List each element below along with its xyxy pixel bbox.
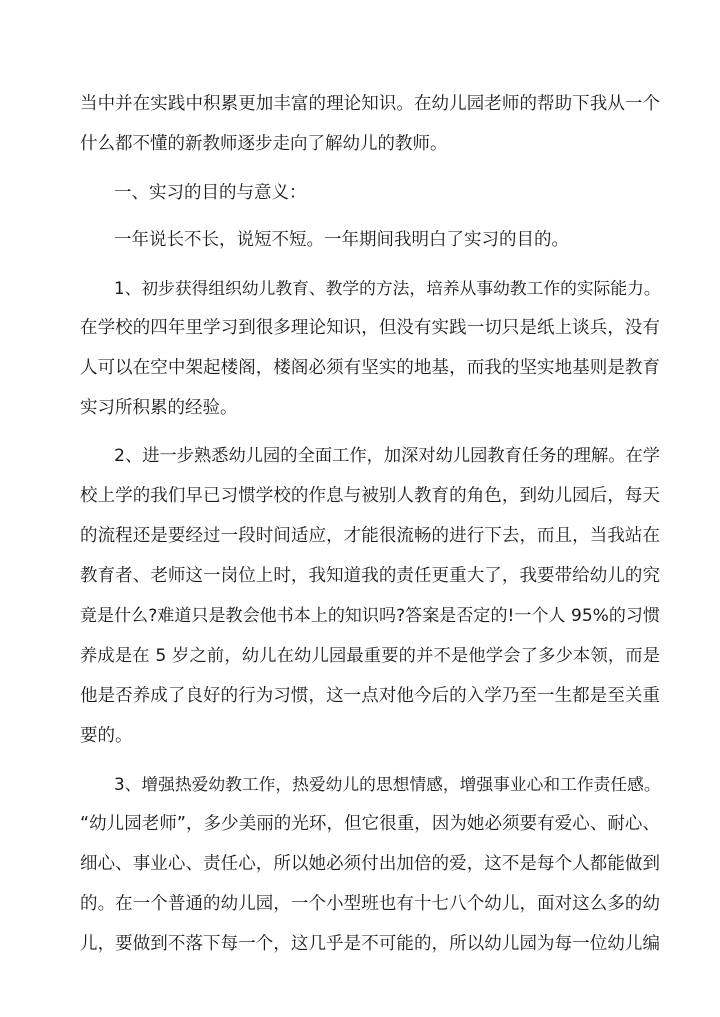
text-line: 校上学的我们早已习惯学校的作息与被别人教育的角色，到幼儿园后，每天 [80,486,660,506]
text-line: “幼儿园老师”，多少美丽的光环，但它很重，因为她必须要有爱心、耐心、 [80,814,660,834]
text-line: 儿，要做到不落下每一个，这几乎是不可能的，所以幼儿园为每一位幼儿编 [80,934,660,954]
text-line: 1、初步获得组织幼儿教育、教学的方法，培养从事幼教工作的实际能力。 [114,278,661,298]
text-line: 的。在一个普通的幼儿园，一个小型班也有十七八个幼儿，面对这么多的幼 [80,894,660,914]
text-line: 什么都不懂的新教师逐步走向了解幼儿的教师。 [80,134,448,154]
text-line: 在学校的四年里学习到很多理论知识，但没有实践一切只是纸上谈兵，没有 [80,318,660,338]
text-line: 3、增强热爱幼教工作，热爱幼儿的思想情感，增强事业心和工作责任感。 [114,774,661,794]
text-line: 教育者、老师这一岗位上时，我知道我的责任更重大了，我要带给幼儿的究 [80,566,660,586]
text-line: 要的。 [80,726,133,746]
text-line: 人可以在空中架起楼阁，楼阁必须有坚实的地基，而我的坚实地基则是教育 [80,358,660,378]
section-heading: 一、实习的目的与意义： [114,183,307,203]
text-line: 一年说长不长，说短不短。一年期间我明白了实习的目的。 [114,230,569,250]
text-line: 养成是在 5 岁之前，幼儿在幼儿园最重要的并不是他学会了多少本领，而是 [80,646,660,666]
text-line: 细心、事业心、责任心，所以她必须付出加倍的爱，这不是每个人都能做到 [80,854,660,874]
text-line: 2、进一步熟悉幼儿园的全面工作，加深对幼儿园教育任务的理解。在学 [114,446,660,466]
text-line: 竟是什么?难道只是教会他书本上的知识吗?答案是否定的!一个人 95%的习惯 [80,606,660,626]
text-line: 当中并在实践中积累更加丰富的理论知识。在幼儿园老师的帮助下我从一个 [80,94,660,114]
text-line: 实习所积累的经验。 [80,398,238,418]
text-line: 的流程还是要经过一段时间适应，才能很流畅的进行下去，而且，当我站在 [80,526,660,546]
text-line: 他是否养成了良好的行为习惯，这一点对他今后的入学乃至一生都是至关重 [80,686,660,706]
